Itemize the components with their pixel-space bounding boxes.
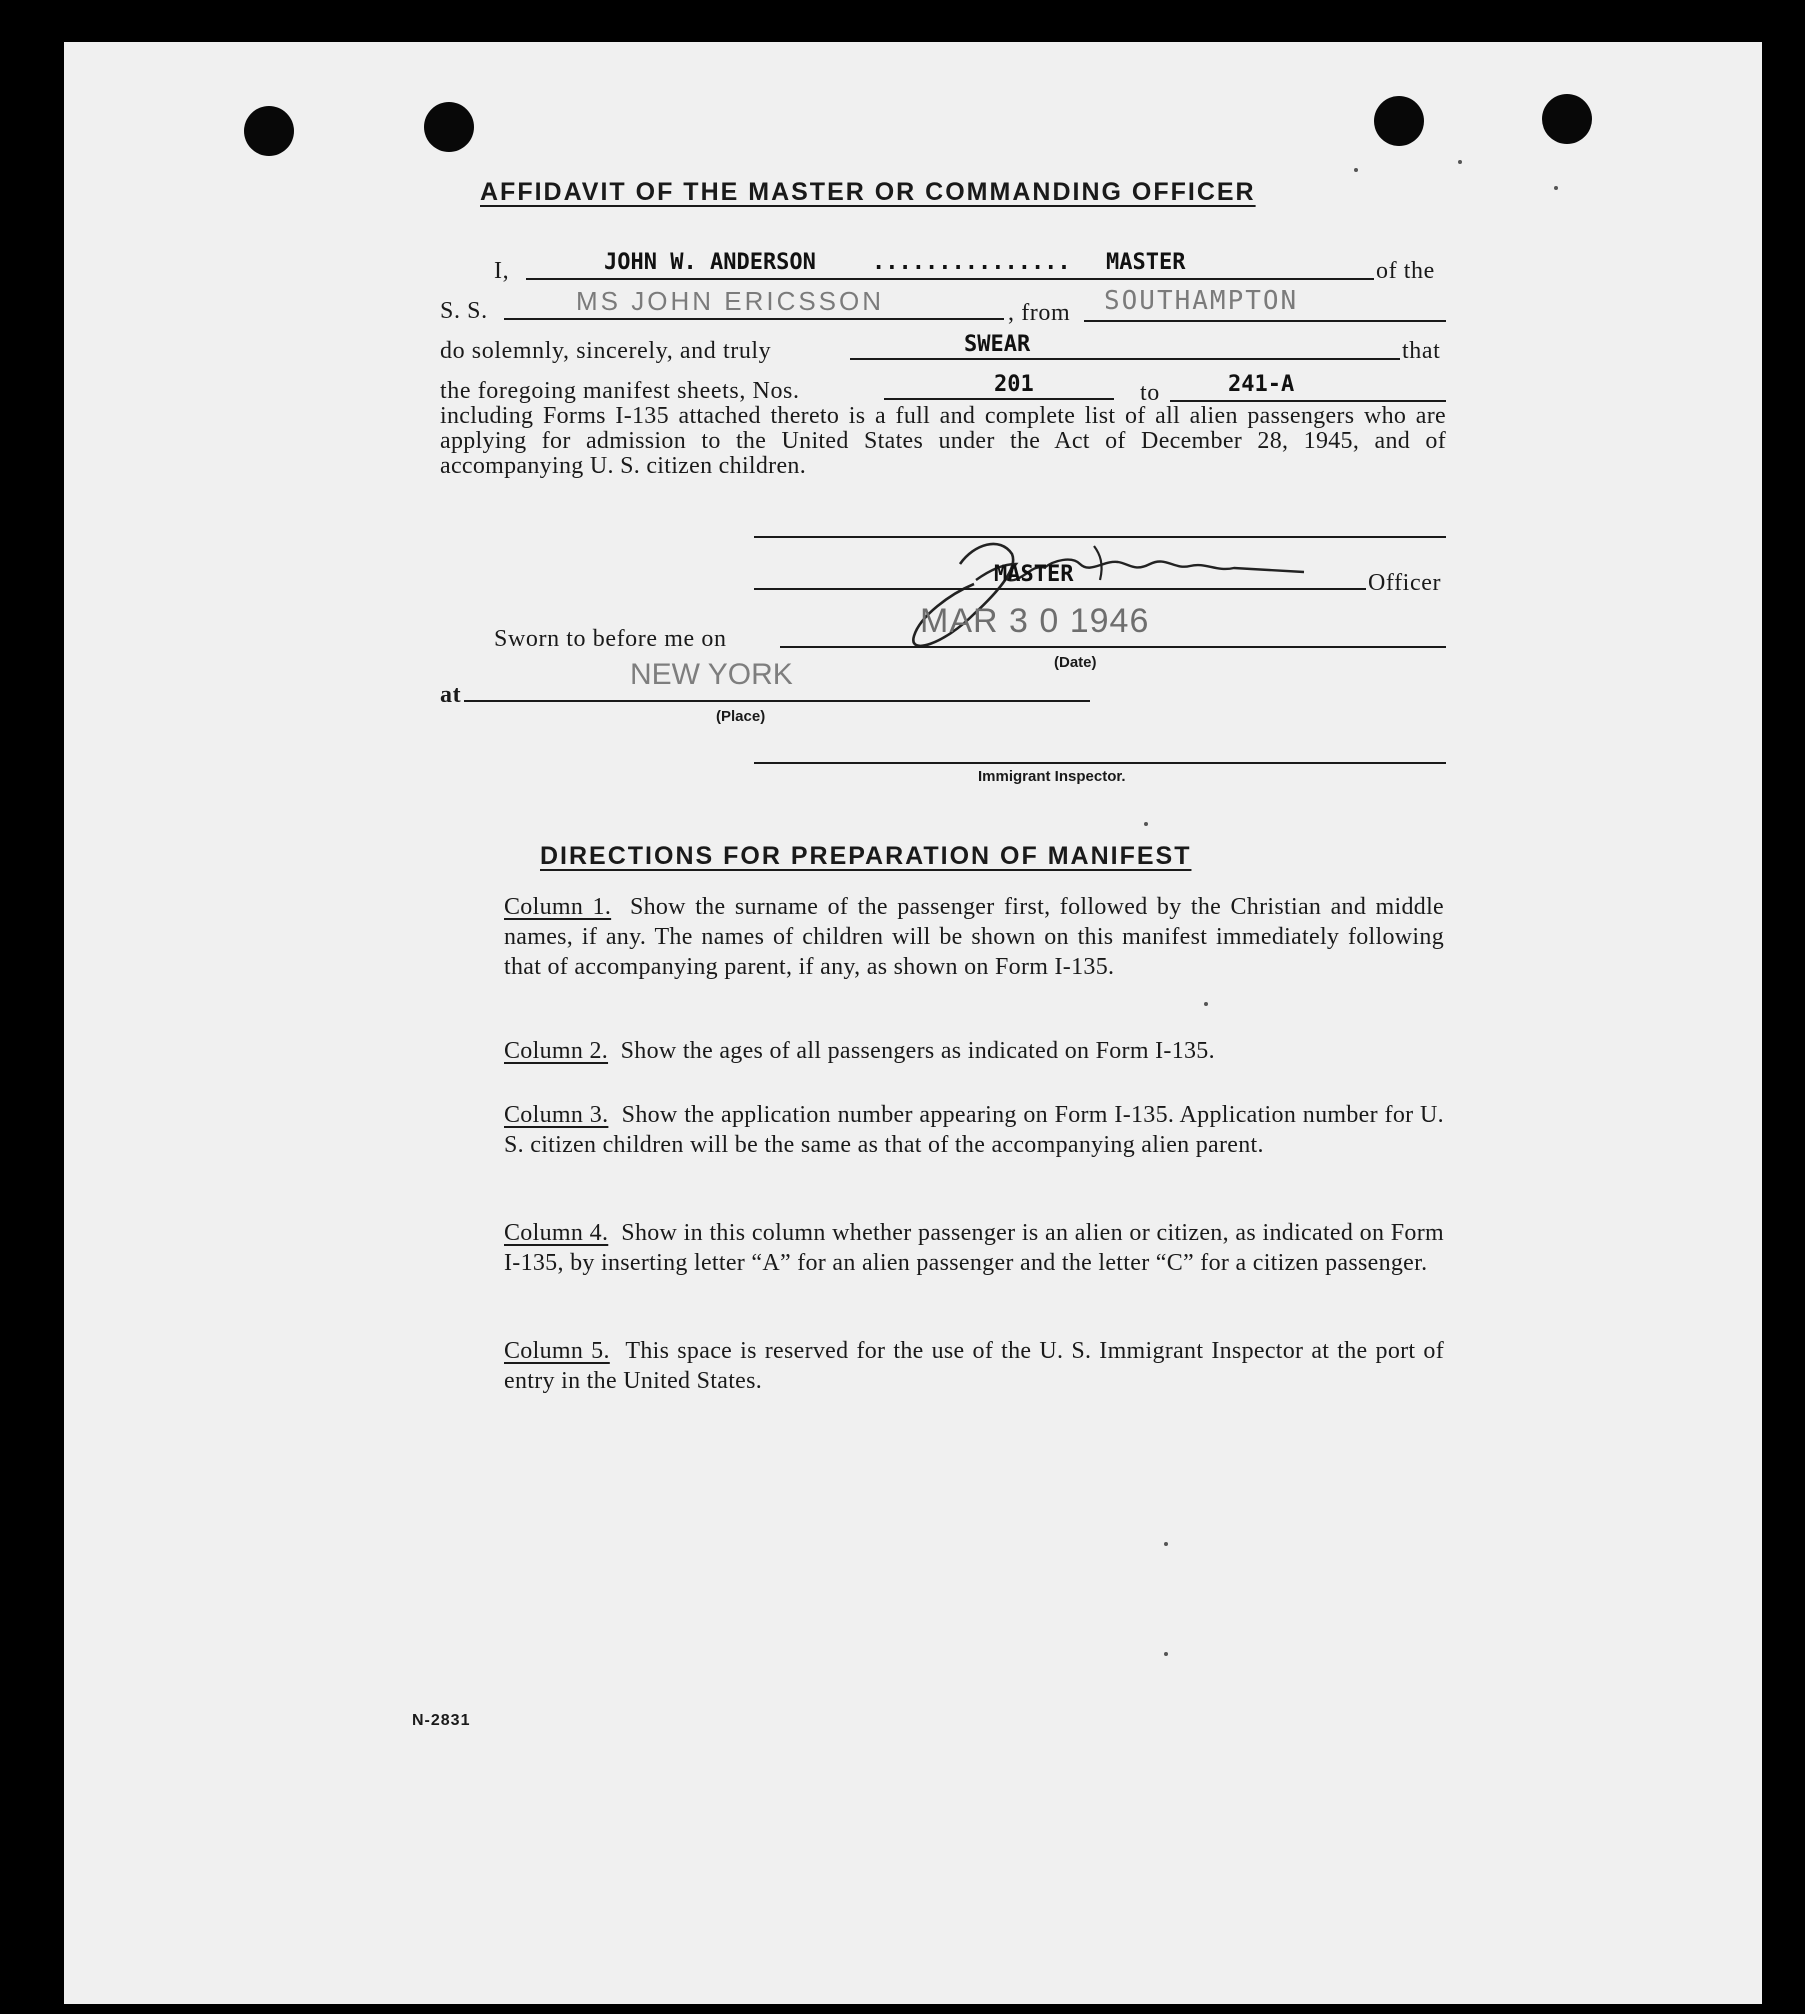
- column-1-text: Show the surname of the passenger first, followed by the Christian and middle names, if any. The names of children will be shown on this manifest immediately following that of accompanying parent, if any, as shown on Form I-135.: [504, 894, 1444, 980]
- line3-prefix: do solemnly, sincerely, and truly: [440, 338, 772, 364]
- column-4-text: Show in this column whether passenger is an alien or citizen, as indicated on Form I-135, by inserting letter “A” for an alien passenger and the letter “C” for a citizen passenger.: [504, 1220, 1444, 1276]
- column-5-direction: [504, 1336, 1444, 1396]
- sworn-label: Sworn to before me on: [494, 626, 727, 652]
- master-name: JOHN W. ANDERSON: [604, 250, 816, 275]
- place-label: (Place): [716, 708, 766, 725]
- affidavit-title: AFFIDAVIT OF THE MASTER OR COMMANDING OFFICER: [480, 178, 1256, 206]
- punch-hole: [1542, 94, 1592, 144]
- ship-name-stamp: MS JOHN ERICSSON: [576, 286, 885, 316]
- column-2-label: Column 2.: [504, 1038, 609, 1064]
- column-1-label: Column 1.: [504, 894, 612, 920]
- line4-to: to: [1140, 380, 1160, 406]
- date-label: (Date): [1054, 654, 1097, 671]
- line2-from: , from: [1008, 300, 1071, 326]
- inspector-label: Immigrant Inspector.: [978, 768, 1126, 785]
- sheet-to-number: 241-A: [1228, 372, 1295, 397]
- column-5-text: This space is reserved for the use of the U. S. Immigrant Inspector at the port of entry in the United States.: [504, 1338, 1445, 1394]
- punch-hole: [1374, 96, 1424, 146]
- affidavit-body: including Forms I-135 attached thereto is a full and complete list of all alien passengers who are applying for admission to the United States under the Act of December 28, 1945, and of accompanying U. S. citizen children.: [440, 403, 1446, 479]
- form-number: N-2831: [412, 1712, 471, 1729]
- directions-title: DIRECTIONS FOR PREPARATION OF MANIFEST: [540, 842, 1192, 870]
- line4-prefix: the foregoing manifest sheets, Nos.: [440, 378, 800, 404]
- column-5-label: Column 5.: [504, 1338, 610, 1364]
- line1-suffix: of the: [1376, 258, 1435, 284]
- at-label: at: [440, 682, 462, 708]
- port-stamp: SOUTHAMPTON: [1104, 286, 1299, 316]
- punch-hole: [244, 106, 294, 156]
- officer-label: Officer: [1368, 570, 1442, 596]
- signature-image: [904, 524, 1324, 664]
- punch-hole: [424, 102, 474, 152]
- document-page: [64, 42, 1762, 2004]
- column-2-direction: [504, 1036, 1444, 1066]
- sheet-from-number: 201: [994, 372, 1034, 397]
- line1-prefix: I,: [494, 258, 510, 284]
- column-3-text: Show the application number appearing on Form I-135. Application number for U. S. citizen children will be the same as that of the accompanying alien parent.: [504, 1102, 1444, 1158]
- dot-leader: ...............: [872, 250, 1071, 275]
- column-4-label: Column 4.: [504, 1220, 609, 1246]
- column-2-text: Show the ages of all passengers as indicated on Form I-135.: [620, 1038, 1215, 1064]
- signatory-title: MASTER: [994, 562, 1074, 587]
- column-3-direction: [504, 1100, 1444, 1160]
- line3-suffix: that: [1402, 338, 1441, 364]
- oath-word: SWEAR: [964, 332, 1031, 357]
- column-1-direction: [504, 892, 1444, 982]
- column-3-label: Column 3.: [504, 1102, 609, 1128]
- master-rank: MASTER: [1106, 250, 1186, 275]
- line2-prefix: S. S.: [440, 298, 488, 324]
- sworn-date-stamp: MAR 3 0 1946: [920, 602, 1150, 640]
- place-stamp: NEW YORK: [630, 658, 793, 691]
- column-4-direction: [504, 1218, 1444, 1278]
